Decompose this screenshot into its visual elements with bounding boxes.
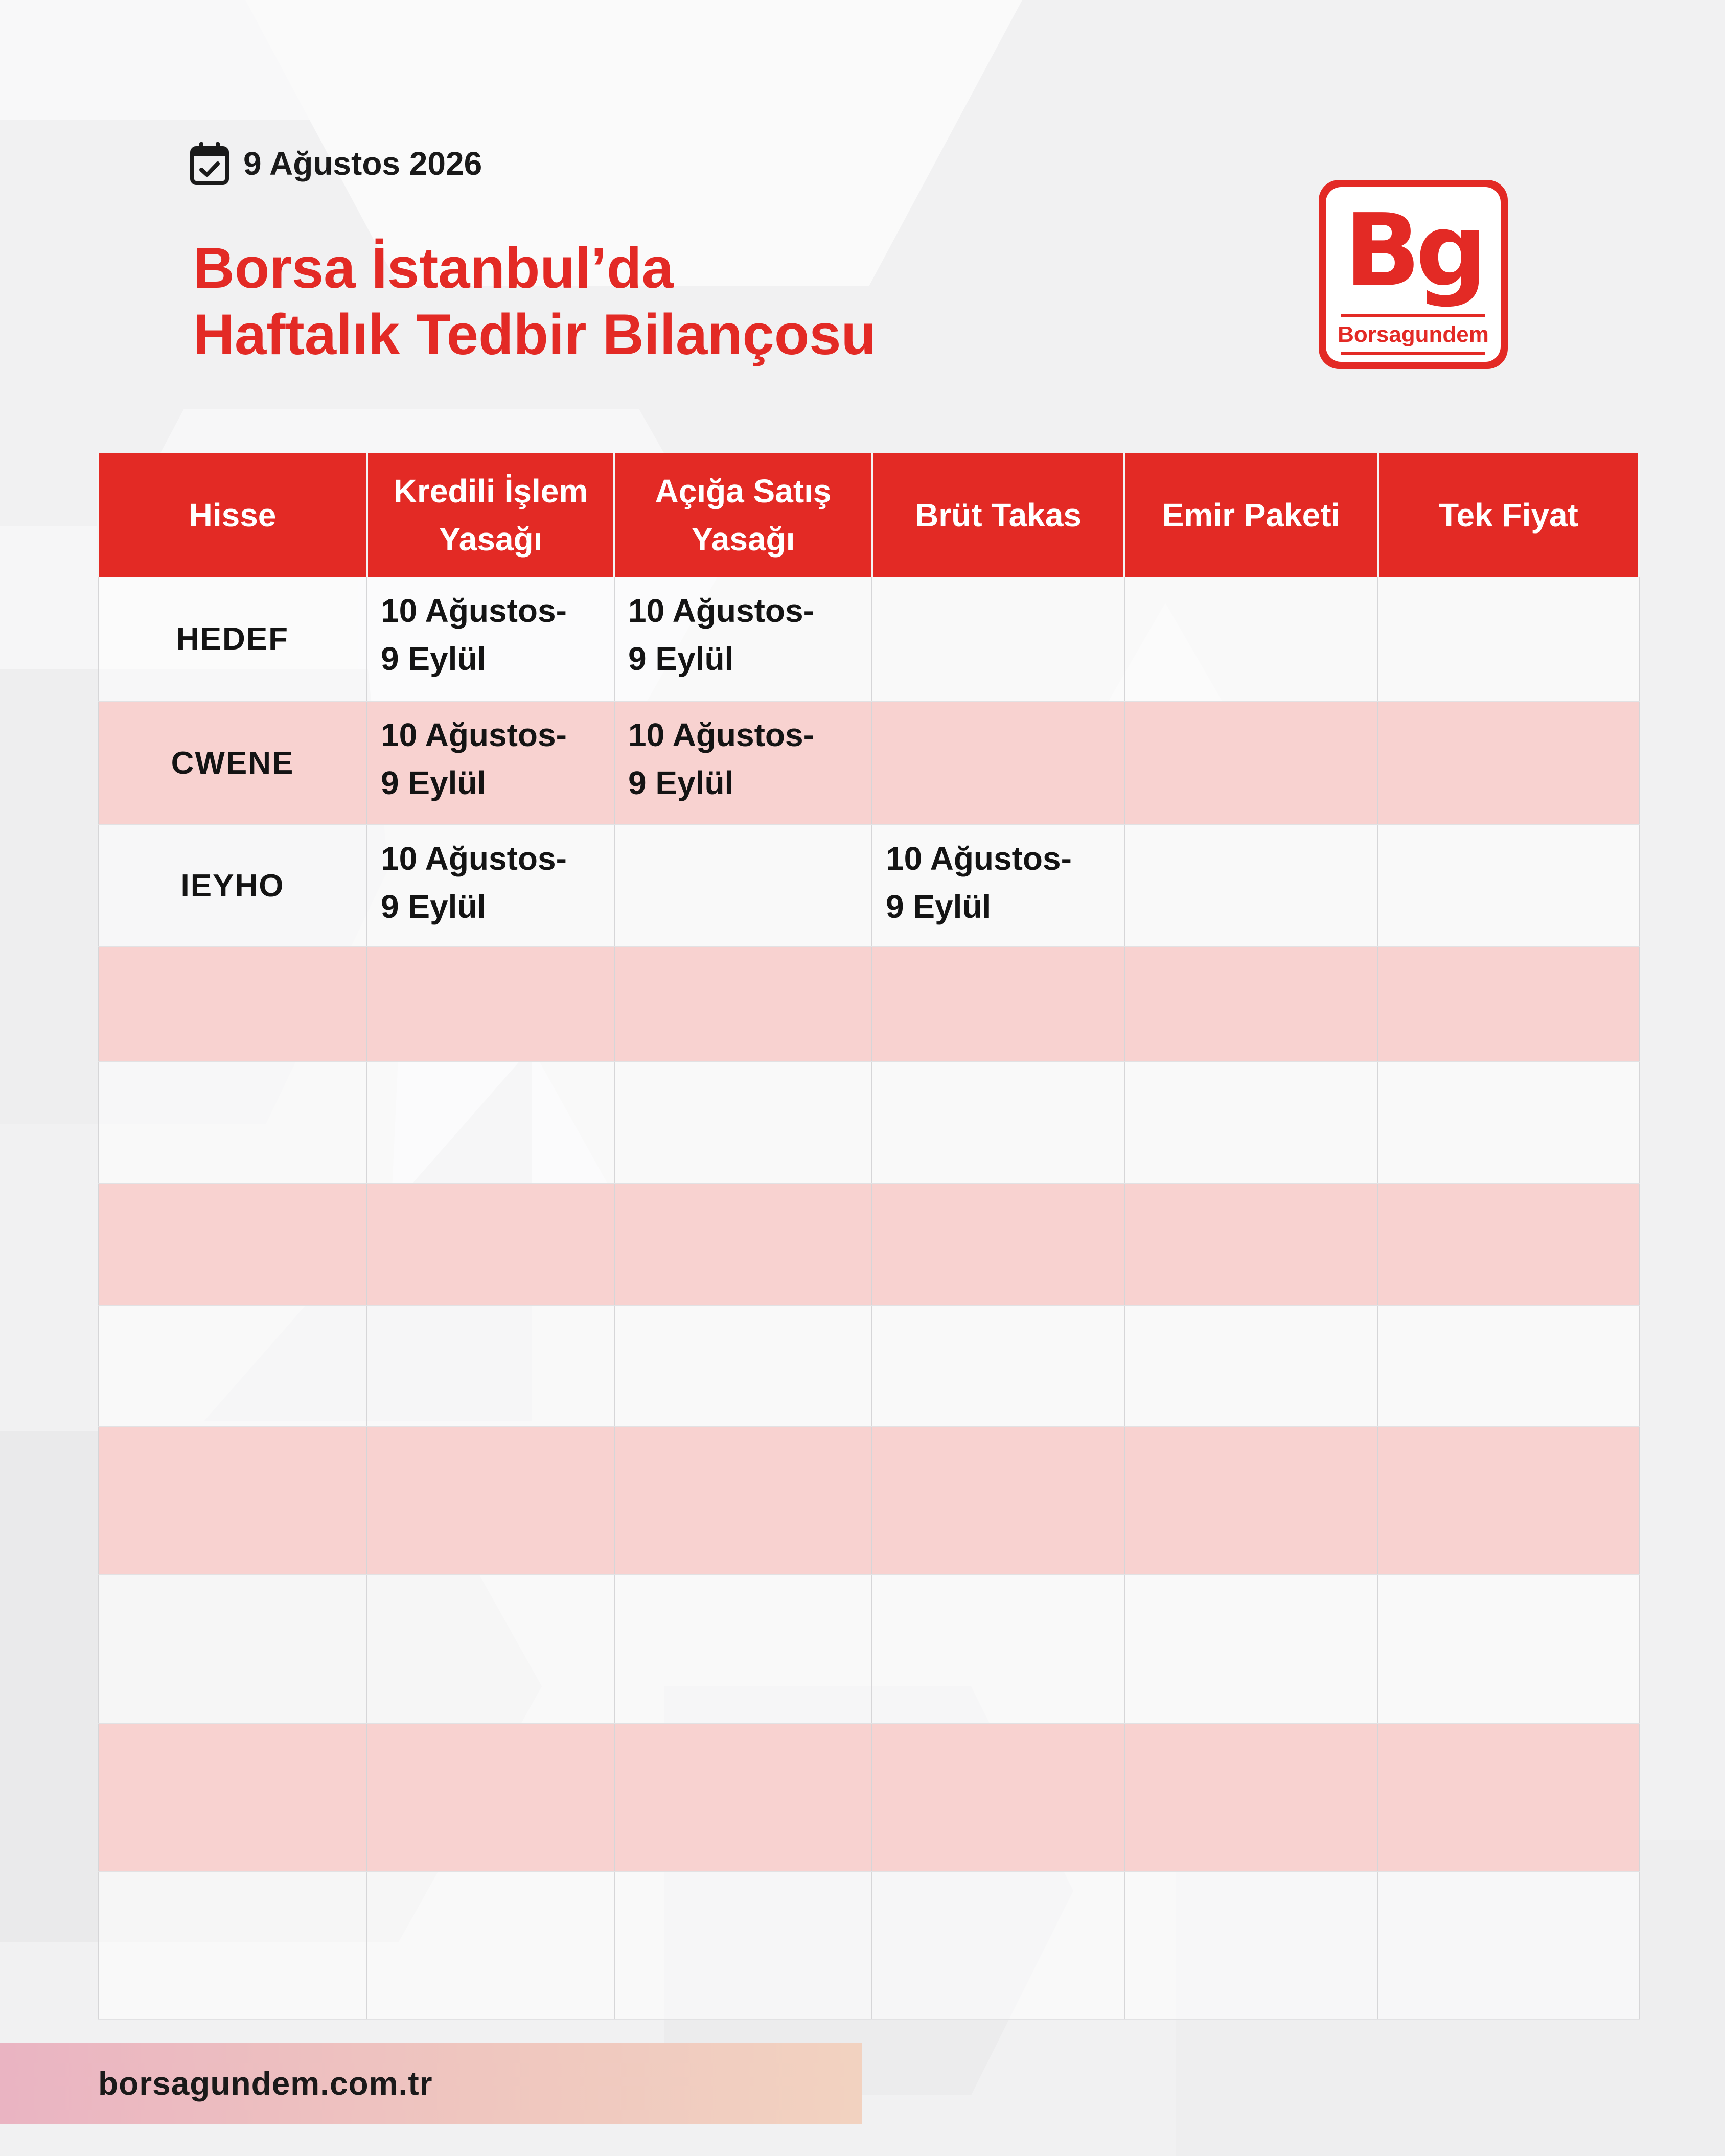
page-title-line2: Haftalık Tedbir Bilançosu xyxy=(193,303,876,366)
empty-row xyxy=(98,1427,1639,1575)
empty-row xyxy=(98,1062,1639,1184)
empty-cell xyxy=(1124,1427,1378,1575)
empty-cell xyxy=(367,1575,614,1723)
tek-fiyat-cell xyxy=(1378,825,1639,946)
stock-cell: IEYHO xyxy=(98,825,367,946)
column-header-aciga xyxy=(614,453,872,577)
empty-cell xyxy=(98,1723,367,1871)
cell-line: 10 Ağustos- xyxy=(886,840,1072,877)
empty-cell xyxy=(872,1062,1124,1184)
empty-cell xyxy=(1124,946,1378,1062)
date-row xyxy=(190,139,482,188)
empty-cell xyxy=(1124,1575,1378,1723)
cell-line: 10 Ağustos- xyxy=(628,716,814,753)
empty-cell xyxy=(98,1575,367,1723)
logo-wordmark: Borsagundem xyxy=(1338,322,1489,347)
empty-cell xyxy=(1378,1305,1639,1427)
brut-takas-cell xyxy=(872,825,1124,946)
cell-line: 9 Eylül xyxy=(381,888,487,925)
table-header-row xyxy=(98,453,1639,577)
cell-line: 10 Ağustos- xyxy=(381,592,567,629)
column-header-tek-fiyat: Tek Fiyat xyxy=(1378,453,1639,577)
empty-cell xyxy=(1124,1871,1378,2020)
empty-cell xyxy=(1124,1184,1378,1305)
aciga-cell xyxy=(614,825,872,946)
empty-cell xyxy=(614,1062,872,1184)
empty-row xyxy=(98,1871,1639,2020)
empty-cell xyxy=(1124,1062,1378,1184)
cell-line: 9 Eylül xyxy=(628,764,734,801)
empty-cell xyxy=(367,1427,614,1575)
brut-takas-cell xyxy=(872,701,1124,825)
empty-cell xyxy=(1124,1723,1378,1871)
aciga-cell xyxy=(614,577,872,701)
emir-paketi-cell xyxy=(1124,825,1378,946)
empty-cell xyxy=(872,1871,1124,2020)
cell-line: 10 Ağustos- xyxy=(628,592,814,629)
emir-paketi-cell xyxy=(1124,577,1378,701)
empty-cell xyxy=(1378,946,1639,1062)
empty-cell xyxy=(98,1062,367,1184)
column-header-emir-paketi: Emir Paketi xyxy=(1124,453,1378,577)
kredili-cell xyxy=(367,701,614,825)
empty-row xyxy=(98,1305,1639,1427)
table-row xyxy=(98,577,1639,701)
column-header-kredili-line1: Kredili İşlem xyxy=(393,473,588,509)
empty-cell xyxy=(614,1575,872,1723)
empty-cell xyxy=(98,1427,367,1575)
empty-cell xyxy=(614,1871,872,2020)
aciga-cell xyxy=(614,701,872,825)
column-header-aciga-line1: Açığa Satış xyxy=(655,473,832,509)
stock-cell: HEDEF xyxy=(98,577,367,701)
empty-cell xyxy=(367,1871,614,2020)
empty-cell xyxy=(1378,1723,1639,1871)
page-title xyxy=(193,235,876,368)
empty-cell xyxy=(614,1305,872,1427)
website-link[interactable]: borsagundem.com.tr xyxy=(98,2065,433,2102)
measures-table xyxy=(97,453,1640,2020)
empty-cell xyxy=(367,1062,614,1184)
column-header-hisse: Hisse xyxy=(98,453,367,577)
tek-fiyat-cell xyxy=(1378,577,1639,701)
date-label: 9 Ağustos 2026 xyxy=(243,145,482,182)
empty-cell xyxy=(872,946,1124,1062)
empty-cell xyxy=(98,1184,367,1305)
cell-line: 9 Eylül xyxy=(381,764,487,801)
empty-cell xyxy=(614,1184,872,1305)
empty-cell xyxy=(872,1305,1124,1427)
column-header-aciga-line2: Yasağı xyxy=(691,521,795,558)
brut-takas-cell xyxy=(872,577,1124,701)
logo-rule xyxy=(1341,314,1485,317)
empty-cell xyxy=(367,1723,614,1871)
empty-cell xyxy=(367,1184,614,1305)
page-title-line1: Borsa İstanbul’da xyxy=(193,236,674,300)
empty-cell xyxy=(367,1305,614,1427)
empty-cell xyxy=(98,1305,367,1427)
tek-fiyat-cell xyxy=(1378,701,1639,825)
cell-line: 9 Eylül xyxy=(628,640,734,677)
empty-cell xyxy=(1124,1305,1378,1427)
empty-cell xyxy=(614,1427,872,1575)
table-row xyxy=(98,825,1639,946)
cell-line: 10 Ağustos- xyxy=(381,716,567,753)
cell-line: 10 Ağustos- xyxy=(381,840,567,877)
column-header-brut-takas: Brüt Takas xyxy=(872,453,1124,577)
logo-rule-bottom xyxy=(1341,352,1485,355)
cell-line: 9 Eylül xyxy=(886,888,992,925)
empty-cell xyxy=(98,1871,367,2020)
empty-row xyxy=(98,1184,1639,1305)
footer-bar xyxy=(0,2043,862,2124)
table-row xyxy=(98,701,1639,825)
empty-cell xyxy=(1378,1062,1639,1184)
logo-mark: Bg xyxy=(1344,193,1482,309)
empty-cell xyxy=(614,1723,872,1871)
empty-cell xyxy=(872,1723,1124,1871)
empty-cell xyxy=(872,1184,1124,1305)
empty-cell xyxy=(98,946,367,1062)
column-header-kredili xyxy=(367,453,614,577)
empty-cell xyxy=(1378,1575,1639,1723)
empty-cell xyxy=(872,1427,1124,1575)
empty-cell xyxy=(1378,1184,1639,1305)
empty-row xyxy=(98,1723,1639,1871)
cell-line: 9 Eylül xyxy=(381,640,487,677)
column-header-kredili-line2: Yasağı xyxy=(439,521,543,558)
kredili-cell xyxy=(367,825,614,946)
kredili-cell xyxy=(367,577,614,701)
empty-cell xyxy=(1378,1427,1639,1575)
stock-cell: CWENE xyxy=(98,701,367,825)
calendar-check-icon xyxy=(190,142,229,185)
empty-cell xyxy=(367,946,614,1062)
empty-row xyxy=(98,946,1639,1062)
logo-inner xyxy=(1326,187,1501,362)
empty-row xyxy=(98,1575,1639,1723)
empty-cell xyxy=(614,946,872,1062)
empty-cell xyxy=(872,1575,1124,1723)
empty-cell xyxy=(1378,1871,1639,2020)
emir-paketi-cell xyxy=(1124,701,1378,825)
borsagundem-logo xyxy=(1319,180,1508,369)
